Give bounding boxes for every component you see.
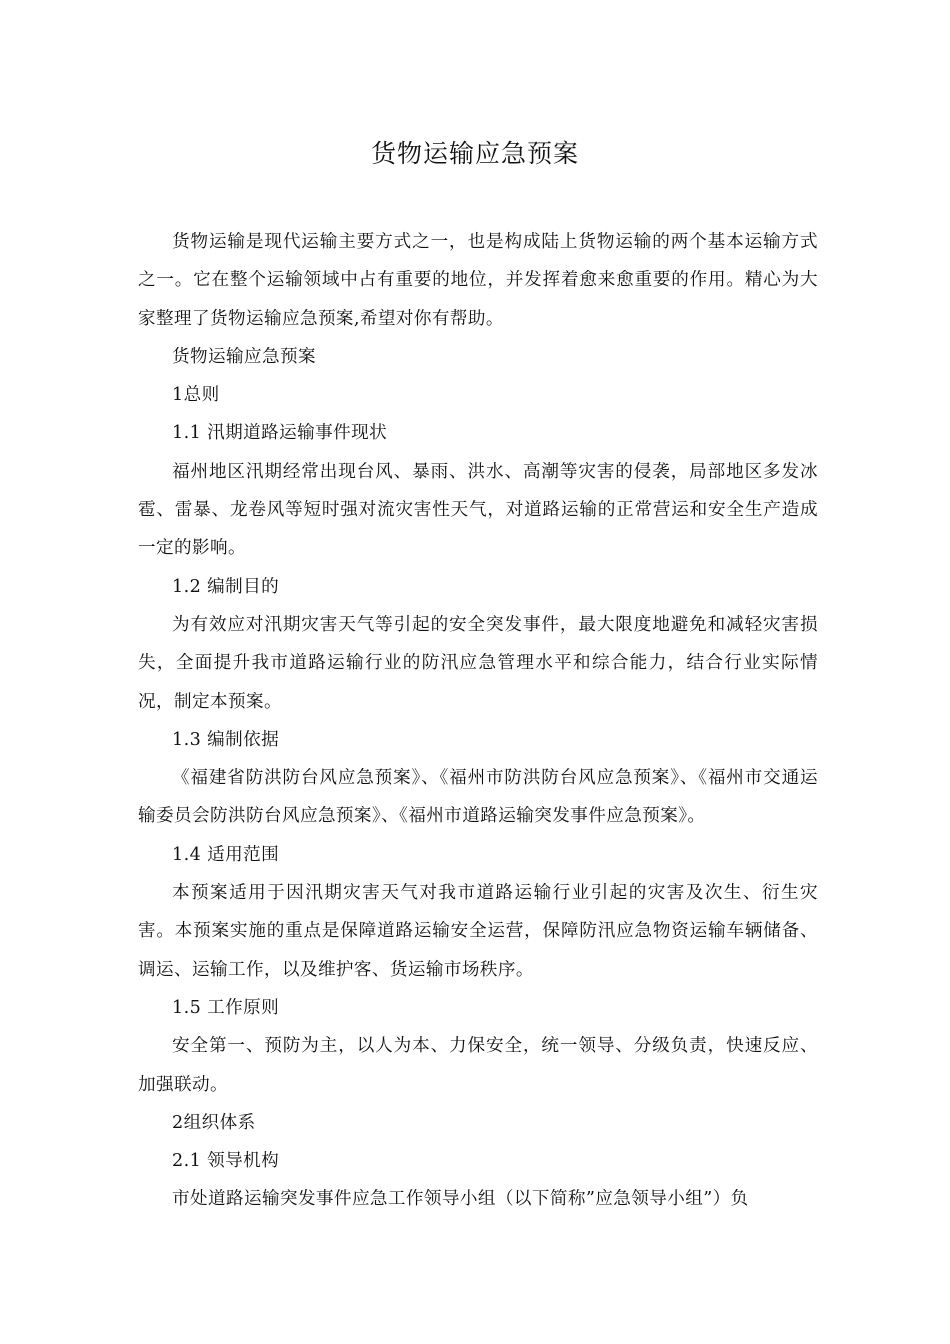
body-paragraph: 市处道路运输突发事件应急工作领导小组（以下简称”应急领导小组”）负 [172, 1189, 749, 1210]
body-paragraph: 福州地区汛期经常出现台风、暴雨、洪水、高潮等灾害的侵袭，局部地区多发冰雹、雷暴、龙卷风等短时强对流灾害性天气，对道路运输的正常营运和安全生产造成一定的影响。 [138, 461, 818, 559]
section-heading: 货物运输应急预案 [172, 346, 316, 367]
body-paragraph: 安全第一、预防为主，以人为本、力保安全，统一领导、分级负责，快速反应、加强联动。 [138, 1036, 818, 1095]
section-heading: 1.2 编制目的 [172, 576, 280, 597]
body-paragraph: 本预案适用于因汛期灾害天气对我市道路运输行业引起的灾害及次生、衍生灾害。本预案实施的重点是保障道路运输安全运营，保障防汛应急物资运输车辆储备、调运、运输工作，以及维护客、货运输市场秩序。 [138, 883, 818, 980]
section-heading: 1.4 适用范围 [172, 844, 280, 865]
section-heading: 1.3 编制依据 [172, 729, 280, 750]
intro-paragraph: 货物运输是现代运输主要方式之一，也是构成陆上货物运输的两个基本运输方式之一。它在整个运输领域中占有重要的地位，并发挥着愈来愈重要的作用。精心为大家整理了货物运输应急预案,希望对你有帮助。 [138, 232, 818, 329]
section-heading: 2组织体系 [172, 1112, 256, 1133]
body-paragraph: 《福建省防洪防台风应急预案》、《福州市防洪防台风应急预案》、《福州市交通运输委员会防洪防台风应急预案》、《福州市道路运输突发事件应急预案》。 [138, 768, 818, 827]
section-heading: 1.1 汛期道路运输事件现状 [172, 423, 388, 444]
body-paragraph: 为有效应对汛期灾害天气等引起的安全突发事件，最大限度地避免和减轻灾害损失，全面提升我市道路运输行业的防汛应急管理水平和综合能力，结合行业实际情况，制定本预案。 [138, 614, 818, 712]
section-heading: 1.5 工作原则 [172, 997, 280, 1018]
section-heading: 2.1 领导机构 [172, 1151, 280, 1172]
section-heading: 1总则 [172, 385, 220, 406]
document-body [138, 223, 818, 1219]
document-title: 货物运输应急预案 [370, 139, 579, 168]
